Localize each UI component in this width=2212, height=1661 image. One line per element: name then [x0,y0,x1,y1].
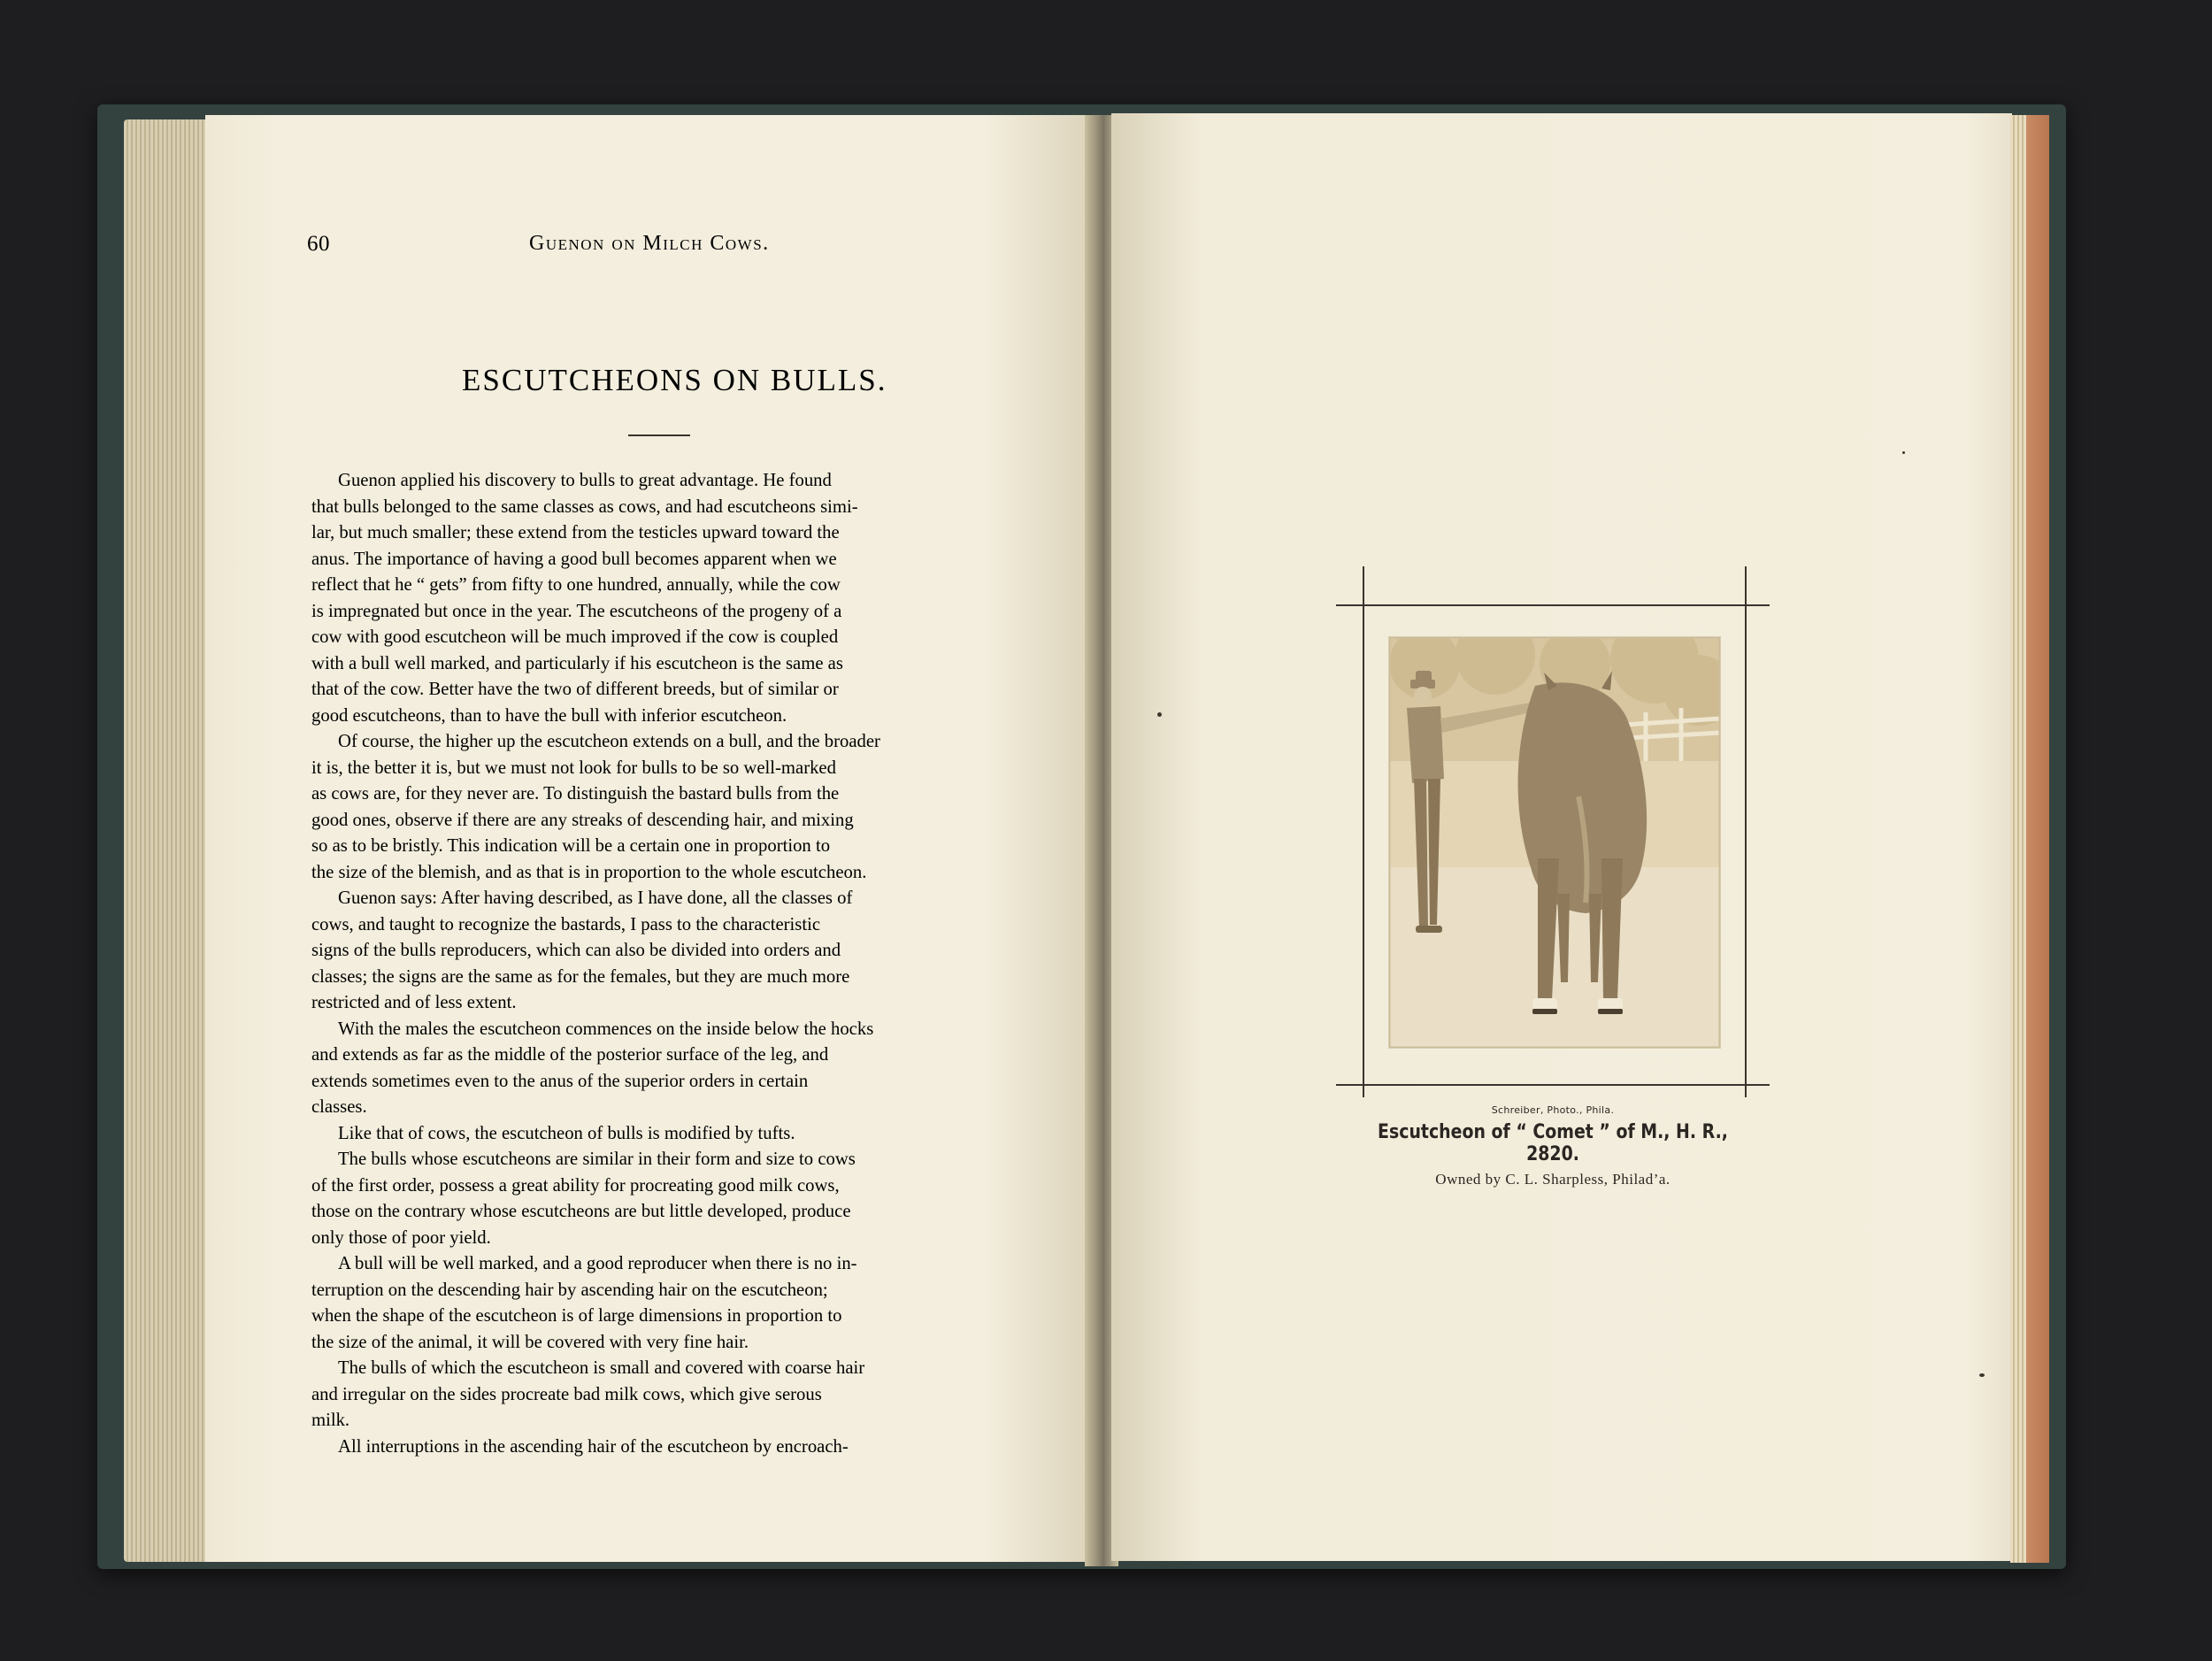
plate-rule-right [1745,566,1747,1097]
photographer-credit: Schreiber, Photo., Phila. [1491,1104,1615,1116]
paragraph: The bulls of which the escutcheon is small and covered with coarse hair and irregular on the sides procreate bad milk cows, which give serous milk. [311,1358,865,1430]
bull-photograph [1389,637,1720,1048]
right-board-edge [2026,115,2049,1563]
paper-spot [1902,451,1905,454]
bull-photograph-image [1389,637,1720,1048]
owner-line: Owned by C. L. Sharpless, Philad’a. [1435,1171,1671,1188]
paper-spot [1979,1373,1985,1377]
photo-plate [1336,566,1770,1097]
paragraph: The bulls whose escutcheons are similar in their form and size to cows of the first order, possess a great ability for procreating good milk cows, those on the contrary whose escutcheons are but little developed, produce only those of poor yield. [311,1150,856,1248]
page-number: 60 [307,232,330,256]
paper-spot [1157,712,1162,717]
paragraph: Guenon applied his discovery to bulls to great advantage. He found that bulls belonged to the same classes as cows, and had escutcheons simi- lar, but much smaller; these extend from the testicles upward toward the anus. The importance of having a good bull becomes apparent when we reflect that he “ gets” from fifty to one hundred, annually, while the cow is impregnated but once in the year. The escutcheons of the progeny of a cow with good escutcheon will be much improved if the cow is coupled with a bull well marked, and particularly if his escutcheon is the same as that of the cow. Better have the two of different breeds, but of similar or good escutcheons, than to have the bull with inferior escutcheon. [311,471,858,726]
paragraph: Like that of cows, the escutcheon of bulls is modified by tufts. [338,1123,795,1143]
plate-caption [1336,1104,1770,1188]
plate-rule-top [1336,604,1770,606]
body-text [311,468,1019,1460]
plate-title: Escutcheon of “ Comet ” of M., H. R., 2820. [1378,1121,1728,1165]
paragraph: All interruptions in the ascending hair of the escutcheon by encroach- [338,1436,849,1457]
paragraph: Guenon says: After having described, as I have done, all the classes of cows, and taught to recognize the bastards, I pass to the characteristic signs of the bulls reproducers, which can also be divided into orders and classes; the signs are the same as for the females, but they are much more restricted and of less extent. [311,888,853,1012]
section-title: ESCUTCHEONS ON BULLS. [462,363,887,397]
paragraph: A bull will be well marked, and a good reproducer when there is no in- terruption on the descending hair by ascending hair on the escutcheon; when the shape of the escutcheon is of large dimensions in proportion to the size of the animal, it will be covered with very fine hair. [311,1254,857,1352]
running-head: Guenon on Milch Cows. [529,232,770,255]
paragraph: Of course, the higher up the escutcheon extends on a bull, and the broader it is, the better it is, but we must not look for bulls to be so well-marked as cows are, for they never are. To distinguish the bastard bulls from the good ones, observe if there are any streaks of descending hair, and mixing so as to be bristly. This indication will be a certain one in proportion to the size of the blemish, and as that is in proportion to the whole escutcheon. [311,732,880,882]
plate-rule-left [1363,566,1364,1097]
plate-rule-bottom [1336,1084,1770,1086]
paragraph: With the males the escutcheon commences on the inside below the hocks and extends as far as the middle of the posterior surface of the leg, and extends sometimes even to the anus of the superior orders in certain classes. [311,1019,874,1117]
title-rule [628,434,690,436]
